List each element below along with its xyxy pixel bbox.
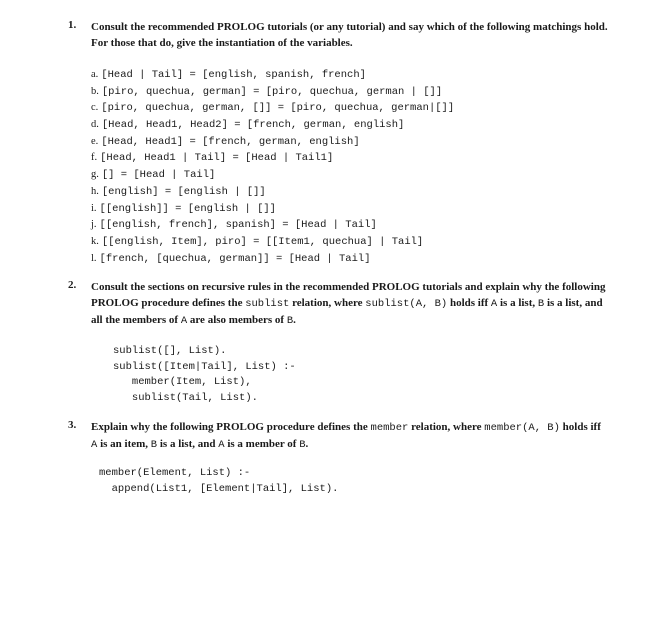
question-text-part: Explain why the following PROLOG procedure defines the bbox=[91, 421, 371, 433]
list-item bbox=[91, 234, 454, 251]
list-item bbox=[91, 184, 454, 201]
item-code: [Head | Tail] = [english, spanish, french] bbox=[101, 69, 366, 81]
question-1 bbox=[68, 19, 608, 51]
inline-var: A bbox=[218, 439, 225, 451]
item-code: [piro, quechua, german] = [piro, quechua, german | []] bbox=[101, 85, 443, 98]
question-text-part: is a list, and bbox=[157, 438, 219, 450]
inline-var: A bbox=[91, 439, 98, 451]
question-text-part: Consult the sections on recursive rules in the recommended PROLOG tutorials and explain why the following PROLOG procedure defines the bbox=[91, 281, 606, 309]
item-label: l. bbox=[91, 252, 97, 264]
item-label: g. bbox=[91, 169, 99, 181]
item-label: d. bbox=[91, 119, 99, 131]
item-label: k. bbox=[91, 235, 99, 247]
question-text-part: . bbox=[305, 438, 309, 450]
item-code: [[english, french], spanish] = [Head | Tail] bbox=[99, 219, 377, 232]
item-code: [piro, quechua, german, []] = [piro, quechua, german|[]] bbox=[101, 102, 455, 115]
inline-code: member(A, B) bbox=[484, 422, 560, 434]
list-item bbox=[91, 84, 454, 101]
question-text-part: is a list, bbox=[497, 297, 538, 309]
item-label: h. bbox=[91, 185, 99, 197]
question-text-part: is a member of bbox=[224, 438, 300, 450]
item-code: [Head, Head1] = [french, german, english] bbox=[101, 135, 360, 148]
question-text: Consult the recommended PROLOG tutorials (or any tutorial) and say which of the following matchings hold. For those that do, give the instantiation of the variables. bbox=[91, 21, 608, 49]
list-item bbox=[91, 251, 454, 268]
question-text-part: relation, where bbox=[289, 297, 366, 309]
question-text-part: . bbox=[293, 314, 296, 326]
question-number: 2. bbox=[68, 279, 77, 291]
item-label: a. bbox=[91, 69, 99, 80]
item-label: j. bbox=[91, 219, 97, 231]
question-number: 1. bbox=[68, 19, 77, 31]
list-item bbox=[91, 117, 454, 134]
question-text-part: is a list, and all the members of bbox=[91, 297, 603, 326]
item-code: [Head, Head1 | Tail] = [Head | Tail1] bbox=[100, 152, 334, 165]
item-label: e. bbox=[91, 135, 99, 147]
question-text-part: relation, where bbox=[408, 421, 485, 433]
item-label: i. bbox=[91, 202, 97, 214]
list-item bbox=[91, 167, 454, 184]
list-item bbox=[91, 100, 454, 117]
question-text-part: are also members of bbox=[187, 314, 287, 326]
list-item bbox=[91, 134, 454, 151]
code-block-sublist: sublist([], List). sublist([Item|Tail], List) :- member(Item, List), sublist(Tail, List). bbox=[113, 345, 296, 404]
question-3 bbox=[68, 419, 608, 453]
item-label: c. bbox=[91, 102, 99, 114]
inline-var: A bbox=[180, 315, 188, 327]
inline-var: B bbox=[286, 315, 294, 327]
inline-code: sublist(A, B) bbox=[365, 298, 448, 310]
item-label: f. bbox=[91, 152, 98, 164]
question-text-part: is an item, bbox=[97, 438, 151, 450]
inline-var: B bbox=[537, 298, 545, 310]
item-code: [] = [Head | Tail] bbox=[101, 169, 216, 182]
question-text bbox=[91, 279, 608, 329]
question-2 bbox=[68, 279, 608, 329]
list-item bbox=[91, 150, 454, 167]
item-code: [french, [quechua, german]] = [Head | Tail] bbox=[99, 252, 371, 265]
inline-code: member bbox=[370, 422, 409, 434]
item-label: b. bbox=[91, 85, 99, 97]
question-text-part: holds iff bbox=[447, 297, 491, 309]
question-text bbox=[91, 419, 608, 453]
inline-code: sublist bbox=[245, 298, 290, 310]
matching-list bbox=[91, 67, 454, 267]
inline-var: B bbox=[299, 439, 306, 451]
item-code: [english] = [english | []] bbox=[101, 185, 266, 198]
inline-var: B bbox=[150, 439, 158, 451]
question-text-part: holds iff bbox=[559, 421, 601, 433]
list-item bbox=[91, 67, 454, 84]
item-code: [[english, Item], piro] = [[Item1, quechua] | Tail] bbox=[101, 235, 424, 248]
code-block-member: member(Element, List) :- append(List1, [Element|Tail], List). bbox=[99, 467, 339, 495]
item-code: [Head, Head1, Head2] = [french, german, english] bbox=[101, 119, 405, 132]
question-number: 3. bbox=[68, 419, 77, 431]
list-item bbox=[91, 217, 454, 234]
item-code: [[english]] = [english | []] bbox=[99, 202, 276, 215]
list-item bbox=[91, 201, 454, 218]
inline-var: A bbox=[490, 298, 498, 310]
